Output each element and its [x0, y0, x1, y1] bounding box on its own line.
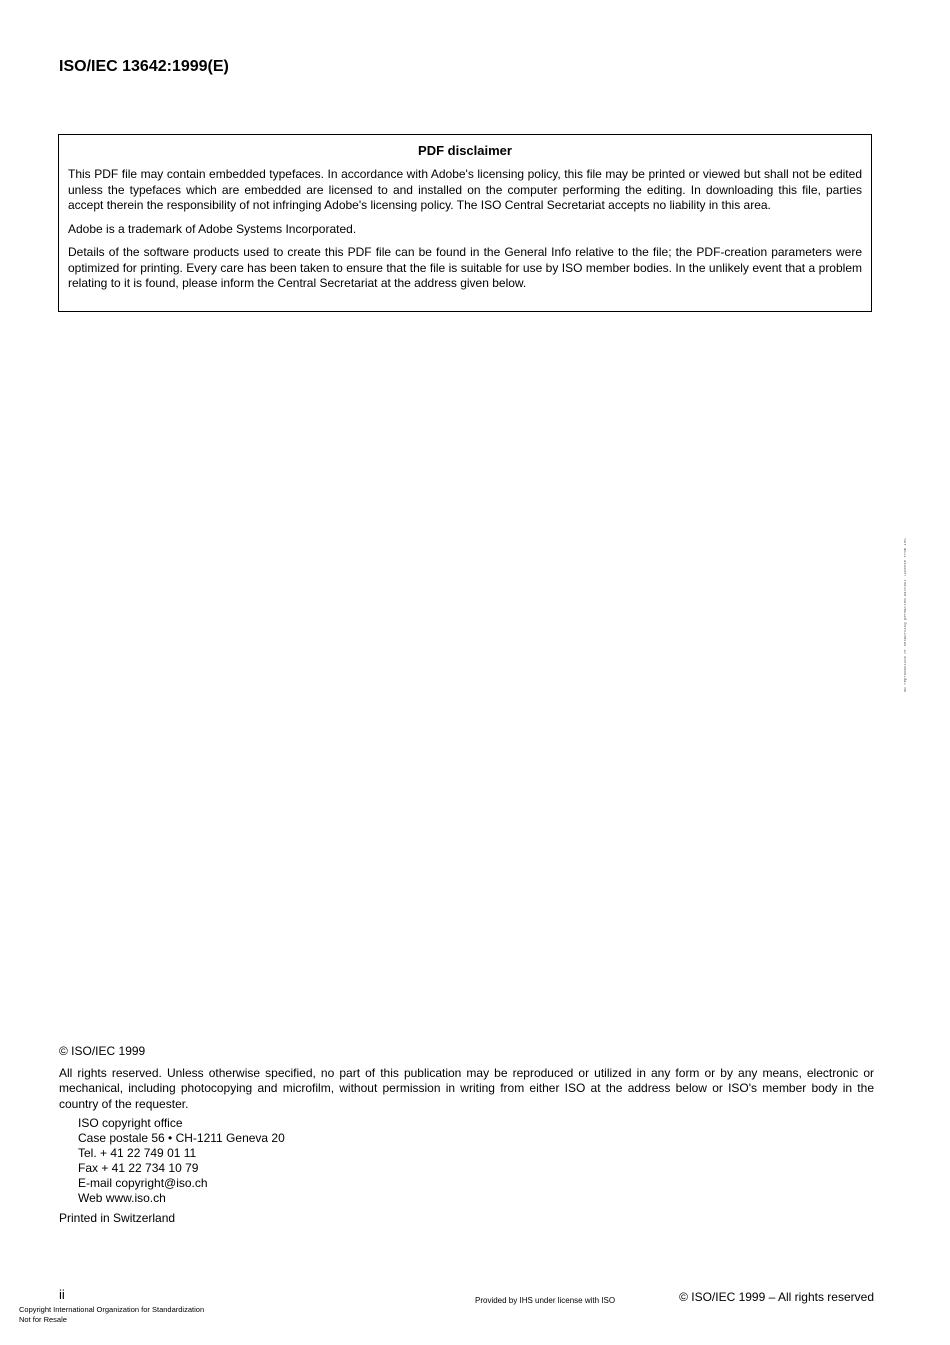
- side-license-note-text: No reproduction or networking permitted without license from IHS: [904, 538, 908, 692]
- copyright-block: [59, 1044, 874, 1227]
- address-line: Fax + 41 22 734 10 79: [78, 1161, 199, 1175]
- address-line: Tel. + 41 22 749 01 11: [78, 1146, 197, 1160]
- disclaimer-paragraph-details: Details of the software products used to create this PDF file can be found in the General Info relative to the file; the PDF-creation parameters were optimized for printing. Every care has been taken to ensure that the file is suitable for use by ISO member bodies. In the unlikely event that a problem relating to it is found, please inform the Central Secretariat at the address given below.: [68, 245, 862, 290]
- address-line: Case postale 56 • CH-1211 Geneva 20: [78, 1131, 285, 1145]
- provided-by-note: Provided by IHS under license with ISO: [475, 1296, 616, 1305]
- address-line: Web www.iso.ch: [78, 1191, 166, 1205]
- copyright-organization-note: Copyright International Organization for Standardization: [19, 1305, 205, 1314]
- disclaimer-paragraph-typefaces: This PDF file may contain embedded typefaces. In accordance with Adobe's licensing policy, this file may be printed or viewed but shall not be edited unless the typefaces which are embedded are licensed to and installed on the computer performing the editing. In downloading this file, parties accept therein the responsibility of not infringing Adobe's licensing policy. The ISO Central Secretariat accepts no liability in this area.: [68, 167, 862, 212]
- side-license-note: [904, 510, 910, 692]
- printed-in: Printed in Switzerland: [59, 1211, 176, 1225]
- pdf-disclaimer-box: [58, 134, 872, 312]
- copyright-line: © ISO/IEC 1999: [59, 1044, 146, 1058]
- disclaimer-paragraph-trademark: Adobe is a trademark of Adobe Systems Incorporated.: [68, 221, 357, 236]
- page-number: ii: [59, 1287, 65, 1302]
- address-line: E-mail copyright@iso.ch: [78, 1176, 208, 1190]
- document-id-heading: ISO/IEC 13642:1999(E): [59, 58, 229, 75]
- not-for-resale-note: Not for Resale: [19, 1315, 67, 1324]
- rights-statement: All rights reserved. Unless otherwise specified, no part of this publication may be reproduced or utilized in any form or by any means, electronic or mechanical, including photocopying and microfilm, without permission in writing from either ISO at the address below or ISO's member body in the country of the requester.: [59, 1065, 874, 1111]
- footer-copyright: © ISO/IEC 1999 – All rights reserved: [679, 1290, 874, 1304]
- address-line: ISO copyright office: [78, 1116, 183, 1130]
- bottom-notes: [19, 1305, 204, 1325]
- copyright-office-address: [78, 1116, 874, 1206]
- disclaimer-title: PDF disclaimer: [418, 143, 512, 158]
